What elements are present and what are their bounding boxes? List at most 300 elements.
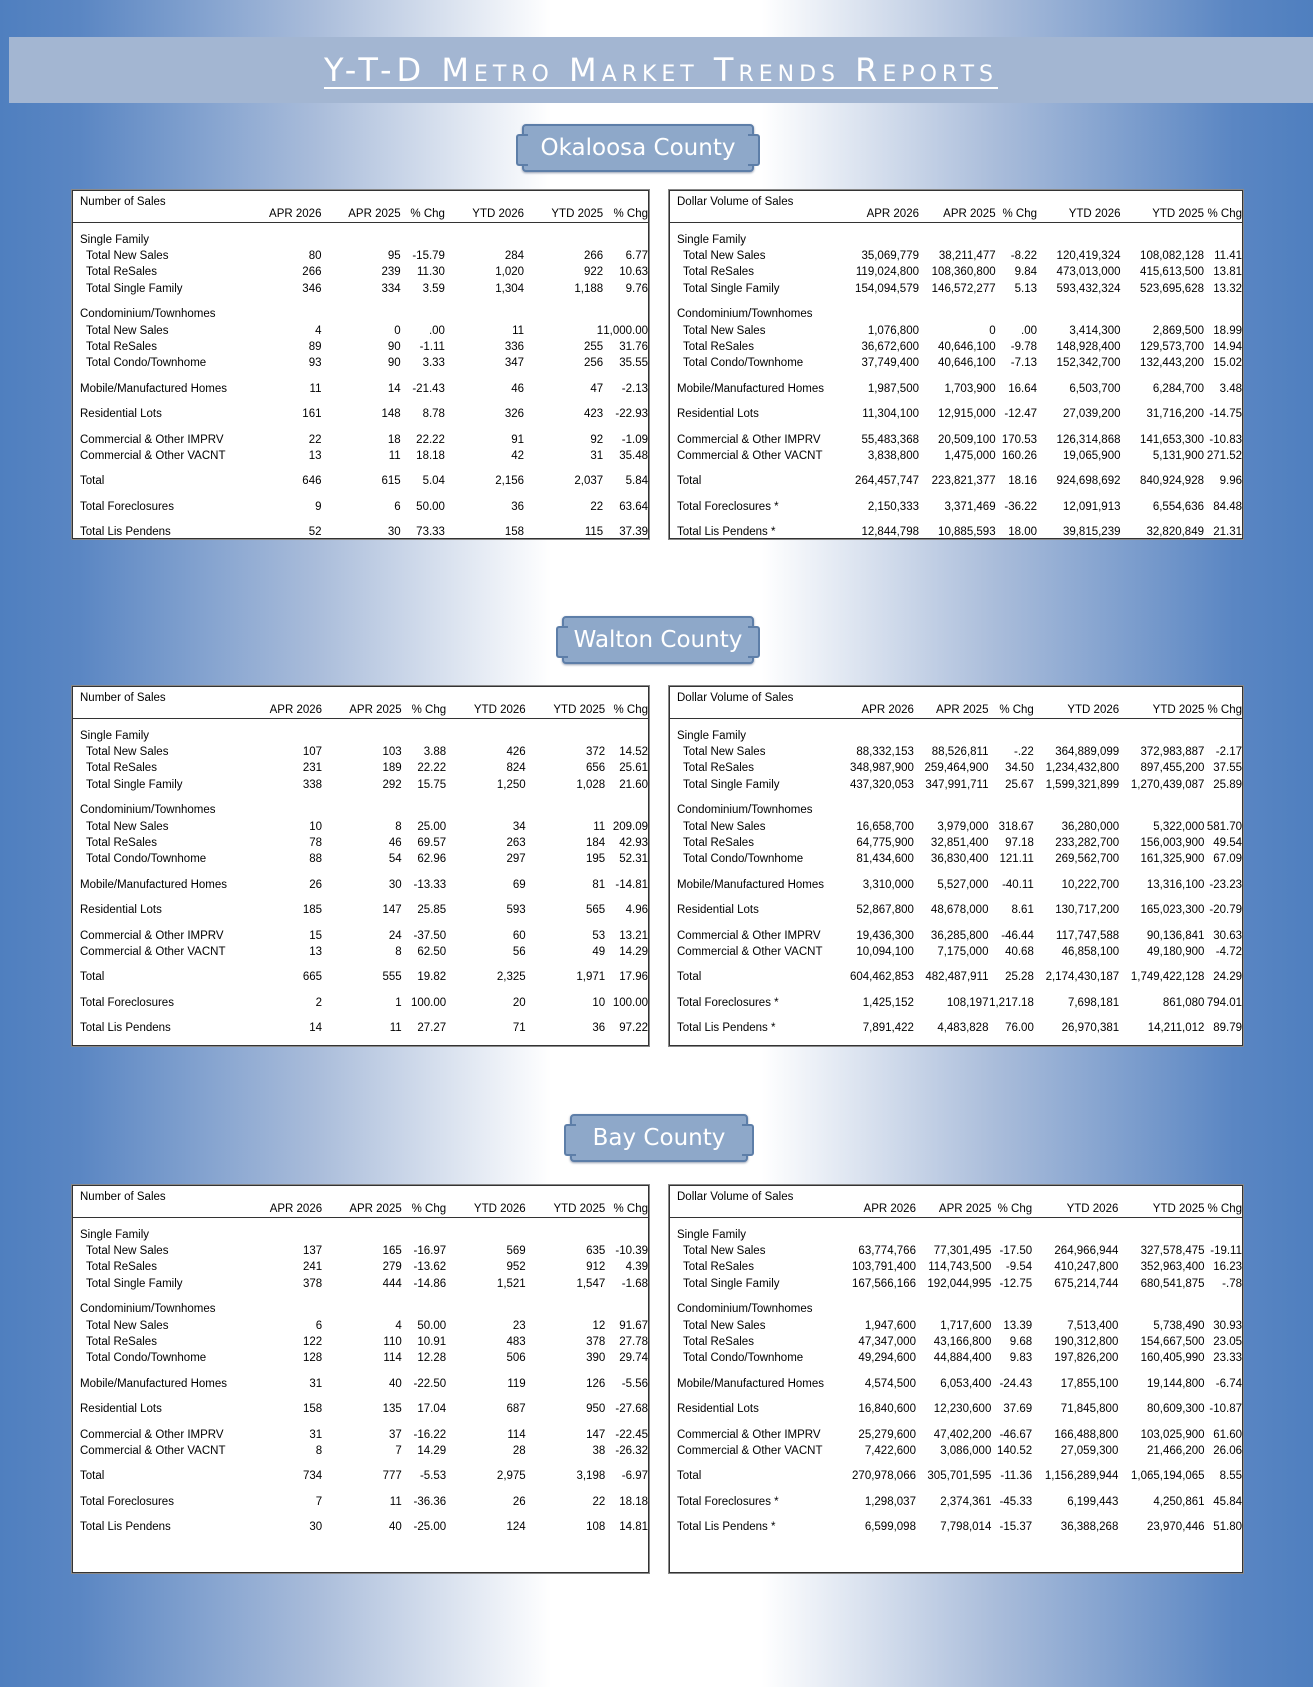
cell-value: 8 [315,1444,323,1457]
cell-value: 3,198 [576,1470,606,1483]
row-label: Total Condo/Townhome [683,357,804,370]
cell-value: 137 [302,1244,323,1257]
cell-value: 11.41 [1214,249,1242,262]
cell-value: 13.39 [1003,1319,1033,1332]
table-row [670,448,1242,464]
cell-value: 506 [506,1352,526,1365]
cell-value: 233,282,700 [1055,836,1120,849]
stats-table [73,207,648,541]
cell-value: -20.79 [1209,904,1242,917]
cell-value: 100.00 [410,996,447,1009]
cell-value: 148 [381,408,401,421]
cell-value: 146,572,277 [931,282,996,295]
cell-value: 6 [394,500,401,513]
cell-value: 3,371,469 [944,500,996,513]
cell-value: 13 [309,945,323,958]
cell-value: 15.75 [417,778,447,791]
table-row [73,928,648,944]
cell-value: 7 [315,1495,323,1508]
cell-value: 26.06 [1213,1444,1242,1457]
table-row [670,381,1242,397]
cell-value: 426 [506,745,526,758]
cell-value [916,1301,991,1317]
cell-value: 9.96 [1219,475,1242,488]
cell-value: 9.84 [1014,266,1037,279]
cell-value [322,728,402,744]
row-label: Total Lis Pendens [80,1022,171,1035]
cell-value: -27.68 [615,1403,648,1416]
cell-value [919,306,996,322]
cell-value: 161 [302,408,322,421]
cell-value: 34 [512,820,526,833]
row-label: Total Condo/Townhome [86,853,207,866]
county-title: Walton County [562,616,754,664]
cell-value: 270,978,066 [852,1470,916,1483]
cell-value: 1,425,152 [862,996,914,1009]
cell-value: 24.29 [1213,971,1242,984]
table-row [73,944,648,960]
cell-value: 190,312,800 [1054,1335,1119,1348]
row-label: Commercial & Other VACNT [677,449,823,462]
cell-value: 44,884,400 [933,1352,992,1365]
cell-value [831,1301,916,1317]
cell-value: 1,304 [495,282,525,295]
cell-value: 154,667,500 [1140,1335,1205,1348]
cell-value: 318.67 [998,820,1034,833]
row-label: Total ReSales [683,762,754,775]
column-header: YTD 2026 [446,1202,526,1218]
row-label: Residential Lots [677,408,759,421]
cell-value: 1,599,321,899 [1045,778,1120,791]
cell-value [605,802,648,818]
cell-value [402,1301,446,1317]
column-header: % Chg [401,207,445,223]
cell-value: 18.99 [1213,324,1242,337]
cell-value: 266 [583,249,604,262]
row-label: Total Single Family [683,1277,780,1290]
row-label: Condominium/Townhomes [80,308,216,321]
cell-value: -1.68 [621,1277,648,1290]
cell-value: 147 [586,1428,606,1441]
table-row [73,1494,648,1510]
row-label: Total Foreclosures * [677,1495,779,1508]
cell-value: 64,775,900 [856,836,914,849]
cell-value: 13.32 [1213,282,1242,295]
row-label: Total New Sales [86,1319,169,1332]
cell-value: 0 [989,324,996,337]
cell-value [1204,232,1242,248]
cell-value: 192,044,995 [927,1277,992,1290]
cell-value: 35.48 [619,449,648,462]
row-label: Total New Sales [86,820,169,833]
cell-value: 348,987,900 [849,762,914,775]
cell-value: 108,360,800 [931,266,996,279]
cell-value: -14.75 [1209,408,1242,421]
cell-value: 2,325 [496,971,526,984]
table-row [73,406,648,422]
cell-value: 10.63 [619,266,648,279]
row-label: Total ReSales [86,266,157,279]
cell-value: 42.93 [619,836,648,849]
cell-value: -2.17 [1215,745,1242,758]
row-label: Commercial & Other IMPRV [677,433,821,446]
row-label: Total New Sales [683,249,766,262]
cell-value: 38,211,477 [938,249,996,262]
table-row [73,1276,648,1292]
cell-value: 90 [387,340,401,353]
cell-value: 4 [395,1319,402,1332]
cell-value: 11 [512,324,525,337]
cell-value: 88,526,811 [931,745,989,758]
table-row [670,744,1242,760]
row-label: Residential Lots [677,904,759,917]
cell-value: 6,199,443 [1067,1495,1119,1508]
cell-value [401,232,445,248]
table-row [73,744,648,760]
cell-value: 8.61 [1011,904,1034,917]
row-label: Total New Sales [683,1244,766,1257]
cell-value: 56 [512,945,526,958]
row-label: Total Condo/Townhome [683,853,804,866]
cell-value: 23 [512,1319,526,1332]
cell-value: 13.21 [619,929,648,942]
cell-value: 37.69 [1003,1403,1033,1416]
dollar-volume-panel [669,190,1243,539]
cell-value: -9.78 [1010,340,1037,353]
cell-value: 80,609,300 [1147,1403,1205,1416]
column-header: % Chg [996,207,1037,223]
cell-value: 122 [302,1335,323,1348]
cell-value: 12.28 [417,1352,447,1365]
cell-value: -22.93 [615,408,648,421]
cell-value: 1,987,500 [867,382,919,395]
cell-value: 6.77 [625,249,648,262]
row-label: Residential Lots [80,1403,162,1416]
cell-value: 30 [388,878,402,891]
cell-value: 2,374,361 [940,1495,992,1508]
cell-value: -5.53 [419,1470,447,1483]
column-header: YTD 2026 [1037,207,1121,223]
cell-value: 347 [504,357,525,370]
cell-value [524,232,603,248]
cell-value: 264,457,747 [855,475,919,488]
cell-value: 1 [596,324,604,337]
row-label: Commercial & Other IMPRV [677,929,821,942]
row-label: Total Lis Pendens * [677,526,776,539]
cell-value [988,728,1033,744]
cell-value: 7,175,000 [937,945,989,958]
cell-value: 1,521 [496,1277,526,1290]
cell-value: 1,749,422,128 [1130,971,1205,984]
table-row [670,944,1242,960]
cell-value: 165 [382,1244,402,1257]
cell-value: 18.18 [619,1495,648,1508]
cell-value: 36,280,000 [1061,820,1120,833]
cell-value [914,728,989,744]
cell-value: 100.00 [612,996,648,1009]
cell-value: 9 [315,500,322,513]
cell-value: 46 [388,836,402,849]
cell-value: 346 [302,282,322,295]
cell-value: 223,821,377 [931,475,996,488]
cell-value: 5,322,000 [1153,820,1205,833]
cell-value: 473,013,000 [1056,266,1121,279]
cell-value: 114 [383,1352,402,1365]
table-row [73,1443,648,1459]
cell-value: 17,855,100 [1060,1377,1119,1390]
cell-value: 29.74 [619,1352,648,1365]
panel-title: Dollar Volume of Sales [677,1191,794,1203]
cell-value: 209.09 [612,820,648,833]
cell-value: 22.22 [417,762,447,775]
cell-value: 8.78 [422,408,445,421]
cell-value: 16,840,600 [858,1403,916,1416]
column-header: YTD 2025 [524,207,603,223]
stats-table [73,703,648,1037]
cell-value: 25.85 [417,904,447,917]
table-row [73,323,648,339]
cell-value: -10.87 [1209,1403,1242,1416]
cell-value [402,802,446,818]
cell-value: 61.60 [1213,1428,1242,1441]
cell-value: 7,698,181 [1067,996,1120,1009]
table-row [73,1020,648,1036]
cell-value: -24.43 [999,1377,1033,1390]
cell-value: 32,820,849 [1146,526,1204,539]
cell-value: 21.31 [1213,526,1242,539]
cell-value: 7,798,014 [940,1521,992,1534]
cell-value: 13,316,100 [1146,878,1205,891]
row-label: Single Family [677,1228,747,1241]
cell-value: 581.70 [1206,820,1242,833]
column-header-row [73,1202,648,1218]
column-header: APR 2026 [831,703,914,719]
cell-value: 90,136,841 [1146,929,1205,942]
cell-value: 37 [388,1428,402,1441]
row-label: Total New Sales [683,324,766,337]
cell-value: 680,541,875 [1140,1277,1205,1290]
cell-value: 47 [590,382,604,395]
column-header: YTD 2025 [1121,207,1205,223]
cell-value: 10 [592,996,606,1009]
cell-value: 3.48 [1219,382,1242,395]
row-label: Total ReSales [86,1261,157,1274]
cell-value: 5.84 [625,475,648,488]
cell-value: 160,405,990 [1140,1352,1205,1365]
cell-value: 2 [315,996,323,1009]
cell-value: 14.94 [1213,340,1242,353]
row-label: Mobile/Manufactured Homes [677,878,825,891]
cell-value [996,306,1037,322]
cell-value: 794.01 [1206,996,1242,1009]
cell-value: 437,320,053 [849,778,914,791]
cell-value: 12,844,798 [861,526,919,539]
cell-value: 11.30 [417,266,445,279]
row-label: Single Family [80,1228,150,1241]
cell-value: 21.60 [619,778,648,791]
cell-value: 3,310,000 [862,878,914,891]
row-label: Total Single Family [86,282,183,295]
cell-value: -45.33 [999,1495,1033,1508]
cell-value: 6,599,098 [864,1521,916,1534]
cell-value: -13.33 [413,878,447,891]
table-row [73,248,648,264]
cell-value: 27.78 [619,1335,648,1348]
row-label: Total New Sales [683,745,766,758]
cell-value: 11,304,100 [862,408,919,421]
cell-value: -.22 [1014,745,1034,758]
table-row [670,264,1242,280]
cell-value: 50.00 [416,500,445,513]
cell-value: -5.56 [621,1377,648,1390]
cell-value: -1.09 [621,433,648,446]
cell-value: 6,053,400 [940,1377,992,1390]
table-row [73,355,648,371]
cell-value: 593,432,324 [1056,282,1121,295]
cell-value: 132,443,200 [1140,357,1204,370]
cell-value: -10.83 [1209,433,1242,446]
cell-value: .00 [1021,324,1037,337]
row-label: Single Family [80,233,150,246]
table-row [670,1276,1242,1292]
cell-value: 12,915,000 [938,408,996,421]
cell-value: 13 [308,449,322,462]
cell-value: 338 [302,778,323,791]
row-label: Total [80,475,105,488]
table-row [73,1334,648,1350]
table-row [670,248,1242,264]
cell-value: 656 [585,762,606,775]
cell-value: 156,003,900 [1140,836,1205,849]
cell-value: 482,487,911 [925,971,989,984]
cell-value: 840,924,928 [1140,475,1204,488]
cell-value [831,802,914,818]
table-row [670,777,1242,793]
table-row [73,1350,648,1366]
cell-value: -16.22 [413,1428,447,1441]
row-label: Total Single Family [683,778,780,791]
cell-value: 3.88 [423,745,447,758]
cell-value: 49 [592,945,606,958]
column-header: YTD 2025 [526,1202,606,1218]
cell-value: 103 [382,745,402,758]
cell-value: 103,791,400 [852,1261,916,1274]
cell-value: 11 [388,449,401,462]
cell-value: 73.33 [416,526,445,539]
cell-value: -46.67 [999,1428,1033,1441]
cell-value [919,232,996,248]
table-row [73,1401,648,1417]
column-header: APR 2025 [916,1202,991,1218]
table-row [670,306,1242,322]
cell-value: 4.96 [625,904,648,917]
cell-value: 19,065,900 [1062,449,1121,462]
cell-value: 31.76 [619,340,648,353]
cell-value: 126,314,868 [1056,433,1121,446]
cell-value [446,1227,526,1243]
cell-value: -15.79 [412,249,445,262]
cell-value: 11 [389,1495,402,1508]
cell-value: 22 [590,500,604,513]
cell-value: 5,131,900 [1152,449,1204,462]
cell-value: 152,342,700 [1056,357,1121,370]
cell-value: 13.81 [1213,266,1242,279]
cell-value: 327,578,475 [1140,1244,1205,1257]
row-label: Total ReSales [683,836,754,849]
cell-value [401,306,445,322]
cell-value: 20,509,100 [938,433,996,446]
cell-value: 19.82 [417,971,447,984]
cell-value: 615 [381,475,401,488]
cell-value: 129,573,700 [1140,340,1204,353]
table-row [670,323,1242,339]
table-row [670,1243,1242,1259]
table-row [670,1301,1242,1317]
column-header: % Chg [605,703,648,719]
table-row [670,1334,1242,1350]
cell-value: 62.50 [417,945,447,958]
row-label: Total ReSales [683,1335,754,1348]
cell-value: 2,869,500 [1152,324,1204,337]
cell-value: 52.31 [619,853,648,866]
row-label: Total Lis Pendens * [677,1521,776,1534]
cell-value: 24 [388,929,402,942]
cell-value: 167,566,166 [852,1277,916,1290]
cell-value: -40.11 [1002,878,1034,891]
table-row [73,473,648,489]
cell-value: 4.39 [625,1261,648,1274]
cell-value: 5.13 [1014,282,1037,295]
table-row [670,1227,1242,1243]
cell-value: -8.22 [1010,249,1037,262]
cell-value: 10,885,593 [938,526,996,539]
cell-value: 141,653,300 [1140,433,1204,446]
cell-value: 35,069,779 [861,249,919,262]
column-header: APR 2026 [242,207,321,223]
cell-value [242,728,322,744]
table-row [670,1259,1242,1275]
column-header: % Chg [603,207,648,223]
cell-value: 81,434,600 [856,853,914,866]
cell-value: 26 [309,878,323,891]
cell-value: -4.72 [1215,945,1242,958]
table-row [73,902,648,918]
table-row [670,902,1242,918]
cell-value: 124 [506,1521,526,1534]
row-label: Total ReSales [86,762,157,775]
cell-value: 81 [592,878,606,891]
cell-value: 40.68 [1005,945,1034,958]
cell-value [322,1227,402,1243]
cell-value: 36,285,800 [930,929,989,942]
cell-value: -13.62 [413,1261,447,1274]
cell-value: 593 [506,904,526,917]
cell-value: -16.97 [413,1244,447,1257]
cell-value: 8 [395,820,402,833]
row-label: Commercial & Other VACNT [677,945,823,958]
cell-value: 1,000.00 [603,324,648,337]
table-row [73,448,648,464]
column-header: YTD 2026 [446,703,526,719]
cell-value: 8 [395,945,402,958]
cell-value: 241 [302,1261,323,1274]
cell-value: 93 [308,357,322,370]
table-row [73,995,648,1011]
cell-value: 49.54 [1213,836,1242,849]
cell-value: 1,971 [576,971,606,984]
column-header-row [670,1202,1242,1218]
cell-value [243,1227,323,1243]
